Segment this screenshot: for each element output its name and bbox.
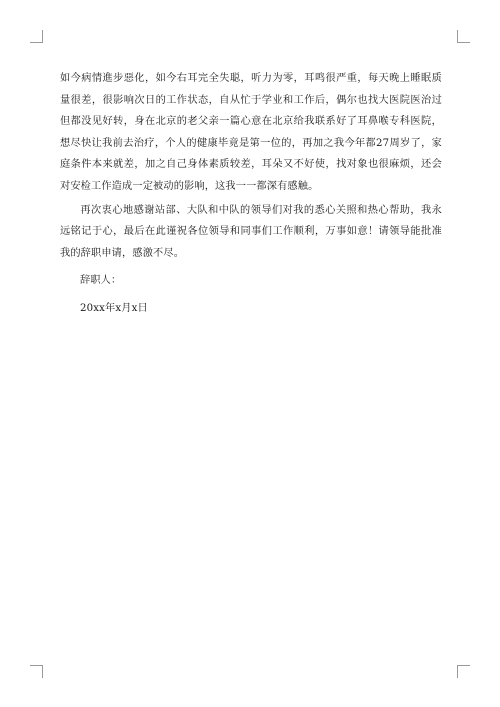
corner-mark-top-left <box>30 30 43 43</box>
paragraph-health: 如今病情進步惡化，如今右耳完全失聪，听力为零，耳鸣很严重，每天晚上睡眠质量很差，很影响次日的工作状态，自从忙于学业和工作后，偶尔也找大医院医治过但都没见好转，身在北京的老父亲一篇心意在北京给我联系好了耳鼻喉专科医院，想尽快让我前去治疗，个人的健康毕竟是第一位的，再加之我今年都27周岁了，家庭条件本来就差，加之自己身体素质较差，耳朵又不好使，找对象也很麻烦，还会对安检工作造成一定被动的影响，这我一一都深有感触。 <box>60 73 442 192</box>
document-date: 20xx年x月x日 <box>80 302 148 314</box>
corner-mark-bottom-left <box>30 665 43 678</box>
corner-mark-top-right <box>457 30 470 43</box>
signature-label: 辞职人： <box>80 275 122 287</box>
document-body <box>60 68 442 320</box>
paragraph-thanks: 再次衷心地感谢站部、大队和中队的领导们对我的悉心关照和热心帮助，我永远铭记于心，最后在此谨祝各位领导和同事们工作顺利，万事如意！请领导能批准我的辞职申请，感激不尽。 <box>60 204 442 259</box>
corner-mark-bottom-right <box>457 665 470 678</box>
